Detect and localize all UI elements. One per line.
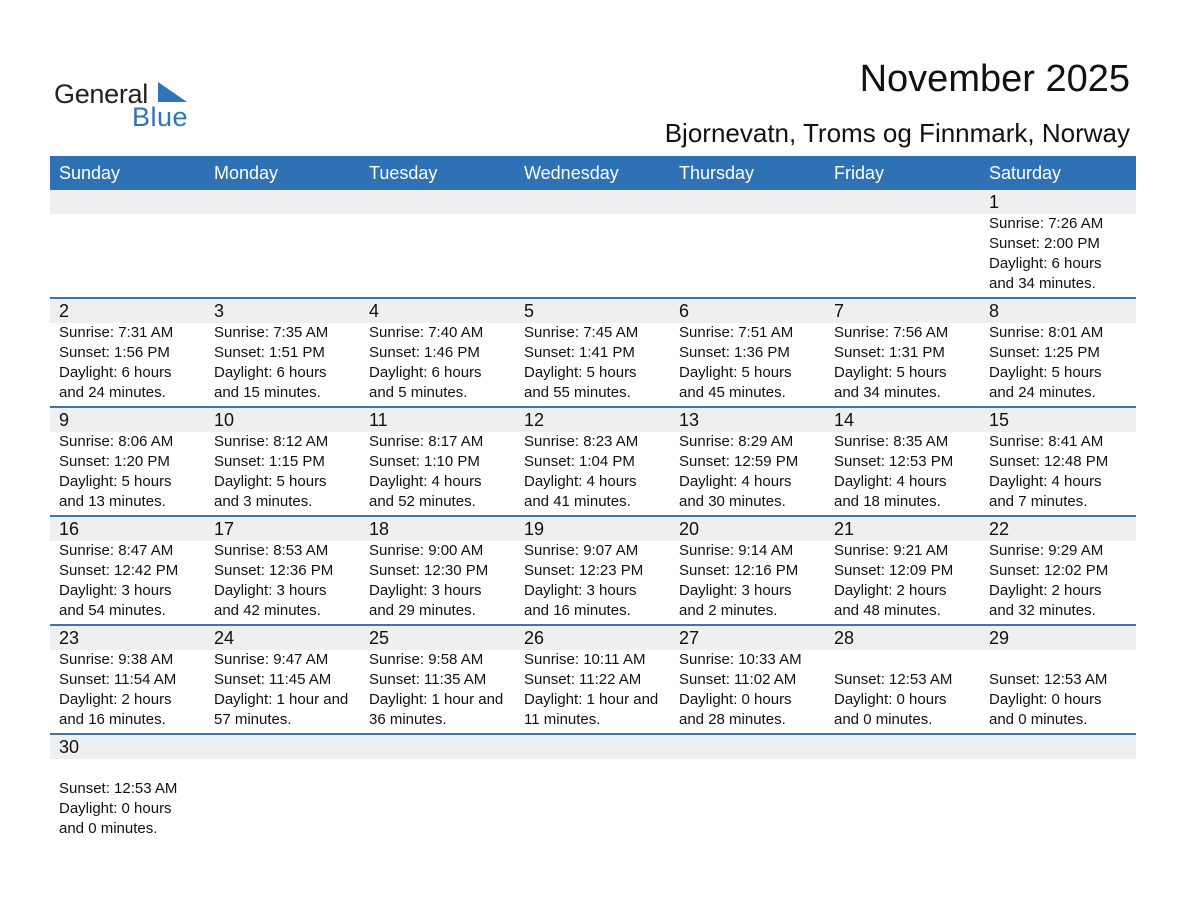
day-number: 23 (59, 628, 80, 648)
day-number: 13 (679, 410, 700, 430)
day-number: 28 (834, 628, 855, 648)
location-subtitle: Bjornevatn, Troms og Finnmark, Norway (664, 118, 1130, 148)
weeks-container (50, 190, 1136, 845)
day-number (369, 735, 515, 759)
day-sun-info: Sunset: 12:53 AM Daylight: 0 hours and 0 minutes. (834, 671, 953, 728)
week-cells (50, 190, 1136, 297)
day-cell (825, 299, 980, 406)
day-number: 29 (989, 628, 1010, 648)
day-cell (50, 408, 205, 515)
day-cell (360, 190, 515, 297)
day-cell (50, 626, 205, 733)
day-cell (205, 299, 360, 406)
week-cells (50, 299, 1136, 406)
day-number: 14 (834, 410, 855, 430)
day-sun-info: Sunrise: 8:41 AM Sunset: 12:48 PM Daylight: 4 hours and 7 minutes. (989, 433, 1109, 510)
calendar-week (50, 735, 1136, 845)
calendar-grid (50, 156, 1136, 845)
day-cell (980, 408, 1135, 515)
day-number: 27 (679, 628, 700, 648)
day-sun-info: Sunrise: 8:53 AM Sunset: 12:36 PM Daylight: 3 hours and 42 minutes. (214, 542, 334, 619)
day-cell (515, 735, 670, 845)
day-cell (50, 517, 205, 624)
day-cell (670, 190, 825, 297)
day-cell (825, 517, 980, 624)
day-cell (515, 190, 670, 297)
day-sun-info: Sunrise: 9:29 AM Sunset: 12:02 PM Daylight: 2 hours and 32 minutes. (989, 542, 1109, 619)
day-number: 22 (989, 519, 1010, 539)
day-cell (515, 299, 670, 406)
day-number: 1 (989, 192, 1000, 212)
day-cell (980, 299, 1135, 406)
calendar-week (50, 517, 1136, 626)
day-sun-info: Sunrise: 8:47 AM Sunset: 12:42 PM Daylight: 3 hours and 54 minutes. (59, 542, 179, 619)
day-cell (205, 408, 360, 515)
day-number: 2 (59, 301, 70, 321)
day-cell (360, 735, 515, 845)
day-sun-info: Sunrise: 7:35 AM Sunset: 1:51 PM Daylight: 6 hours and 15 minutes. (214, 324, 329, 401)
day-number (214, 735, 360, 759)
week-cells (50, 735, 1136, 845)
day-number: 21 (834, 519, 855, 539)
day-sun-info: Sunrise: 9:38 AM Sunset: 11:54 AM Daylight: 2 hours and 16 minutes. (59, 651, 177, 728)
calendar-week (50, 190, 1136, 299)
day-number: 15 (989, 410, 1010, 430)
day-number: 24 (214, 628, 235, 648)
day-sun-info: Sunrise: 8:06 AM Sunset: 1:20 PM Daylight: 5 hours and 13 minutes. (59, 433, 174, 510)
logo-general-text: General (54, 79, 148, 109)
day-cell (670, 517, 825, 624)
day-sun-info: Sunrise: 9:47 AM Sunset: 11:45 AM Daylight: 1 hour and 57 minutes. (214, 651, 349, 728)
generalblue-logo (54, 78, 194, 134)
day-sun-info: Sunrise: 7:51 AM Sunset: 1:36 PM Daylight: 5 hours and 45 minutes. (679, 324, 794, 401)
day-number: 20 (679, 519, 700, 539)
day-cell (980, 190, 1135, 297)
day-number: 3 (214, 301, 225, 321)
day-cell (825, 190, 980, 297)
day-cell (205, 626, 360, 733)
day-sun-info: Sunrise: 8:29 AM Sunset: 12:59 PM Daylight: 4 hours and 30 minutes. (679, 433, 799, 510)
day-number: 25 (369, 628, 390, 648)
day-sun-info: Sunset: 12:53 AM Daylight: 0 hours and 0 minutes. (989, 671, 1108, 728)
page-title: November 2025 (859, 58, 1130, 100)
day-number (524, 735, 670, 759)
calendar-week (50, 408, 1136, 517)
weekday-header (50, 156, 1136, 190)
day-cell (825, 626, 980, 733)
day-number: 16 (59, 519, 80, 539)
day-cell (205, 735, 360, 845)
day-sun-info: Sunrise: 7:31 AM Sunset: 1:56 PM Daylight: 6 hours and 24 minutes. (59, 324, 174, 401)
day-cell (980, 517, 1135, 624)
day-sun-info: Sunrise: 9:58 AM Sunset: 11:35 AM Daylight: 1 hour and 36 minutes. (369, 651, 504, 728)
weekday-saturday: Saturday (989, 163, 1062, 183)
weekday-wednesday: Wednesday (524, 163, 619, 183)
day-cell (825, 408, 980, 515)
day-cell (515, 517, 670, 624)
day-number: 30 (59, 737, 80, 757)
day-number: 12 (524, 410, 545, 430)
day-number: 4 (369, 301, 380, 321)
week-cells (50, 626, 1136, 733)
day-number (989, 735, 1135, 759)
day-number: 5 (524, 301, 535, 321)
week-cells (50, 517, 1136, 624)
day-number: 19 (524, 519, 545, 539)
logo-blue-text: Blue (132, 102, 189, 132)
day-cell (515, 626, 670, 733)
day-cell (50, 299, 205, 406)
day-sun-info: Sunrise: 8:23 AM Sunset: 1:04 PM Daylight: 4 hours and 41 minutes. (524, 433, 639, 510)
day-cell (980, 626, 1135, 733)
week-cells (50, 408, 1136, 515)
day-number: 8 (989, 301, 1000, 321)
day-cell (205, 517, 360, 624)
day-cell (670, 299, 825, 406)
day-cell (360, 517, 515, 624)
weekday-friday: Friday (834, 163, 885, 183)
day-cell (360, 408, 515, 515)
day-cell (670, 735, 825, 845)
day-number (59, 190, 205, 214)
day-sun-info: Sunrise: 8:17 AM Sunset: 1:10 PM Daylight: 4 hours and 52 minutes. (369, 433, 484, 510)
day-number: 26 (524, 628, 545, 648)
day-sun-info: Sunrise: 7:45 AM Sunset: 1:41 PM Daylight: 5 hours and 55 minutes. (524, 324, 639, 401)
calendar-week (50, 299, 1136, 408)
day-number: 7 (834, 301, 845, 321)
day-cell (980, 735, 1135, 845)
day-sun-info: Sunrise: 9:14 AM Sunset: 12:16 PM Daylight: 3 hours and 2 minutes. (679, 542, 799, 619)
day-number (214, 190, 360, 214)
day-cell (205, 190, 360, 297)
day-sun-info: Sunrise: 10:33 AM Sunset: 11:02 AM Daylight: 0 hours and 28 minutes. (679, 651, 802, 728)
day-number (369, 190, 515, 214)
day-number: 10 (214, 410, 235, 430)
day-sun-info: Sunrise: 7:26 AM Sunset: 2:00 PM Daylight: 6 hours and 34 minutes. (989, 215, 1104, 292)
weekday-sunday: Sunday (59, 163, 121, 183)
day-number (679, 735, 825, 759)
day-cell (825, 735, 980, 845)
day-cell (670, 626, 825, 733)
day-sun-info: Sunrise: 8:35 AM Sunset: 12:53 PM Daylight: 4 hours and 18 minutes. (834, 433, 954, 510)
day-sun-info: Sunrise: 7:40 AM Sunset: 1:46 PM Daylight: 6 hours and 5 minutes. (369, 324, 484, 401)
day-sun-info: Sunrise: 10:11 AM Sunset: 11:22 AM Daylight: 1 hour and 11 minutes. (524, 651, 659, 728)
day-number: 18 (369, 519, 390, 539)
weekday-tuesday: Tuesday (369, 163, 438, 183)
day-sun-info: Sunrise: 8:01 AM Sunset: 1:25 PM Daylight: 5 hours and 24 minutes. (989, 324, 1104, 401)
day-sun-info: Sunrise: 8:12 AM Sunset: 1:15 PM Daylight: 5 hours and 3 minutes. (214, 433, 329, 510)
day-number: 17 (214, 519, 235, 539)
day-cell (360, 299, 515, 406)
day-sun-info: Sunrise: 9:07 AM Sunset: 12:23 PM Daylight: 3 hours and 16 minutes. (524, 542, 644, 619)
weekday-thursday: Thursday (679, 163, 755, 183)
day-number: 11 (369, 410, 388, 430)
day-cell (360, 626, 515, 733)
day-sun-info: Sunrise: 9:00 AM Sunset: 12:30 PM Daylight: 3 hours and 29 minutes. (369, 542, 489, 619)
day-number (679, 190, 825, 214)
calendar-week (50, 626, 1136, 735)
day-cell (670, 408, 825, 515)
day-number (834, 190, 980, 214)
day-number: 6 (679, 301, 690, 321)
day-number (834, 735, 980, 759)
day-cell (515, 408, 670, 515)
day-cell (50, 735, 205, 845)
logo-triangle-icon (158, 82, 187, 102)
day-number (524, 190, 670, 214)
weekday-monday: Monday (214, 163, 279, 183)
day-sun-info: Sunset: 12:53 AM Daylight: 0 hours and 0 minutes. (59, 780, 178, 837)
day-cell (50, 190, 205, 297)
day-sun-info: Sunrise: 9:21 AM Sunset: 12:09 PM Daylight: 2 hours and 48 minutes. (834, 542, 954, 619)
day-sun-info: Sunrise: 7:56 AM Sunset: 1:31 PM Daylight: 5 hours and 34 minutes. (834, 324, 949, 401)
day-number: 9 (59, 410, 70, 430)
